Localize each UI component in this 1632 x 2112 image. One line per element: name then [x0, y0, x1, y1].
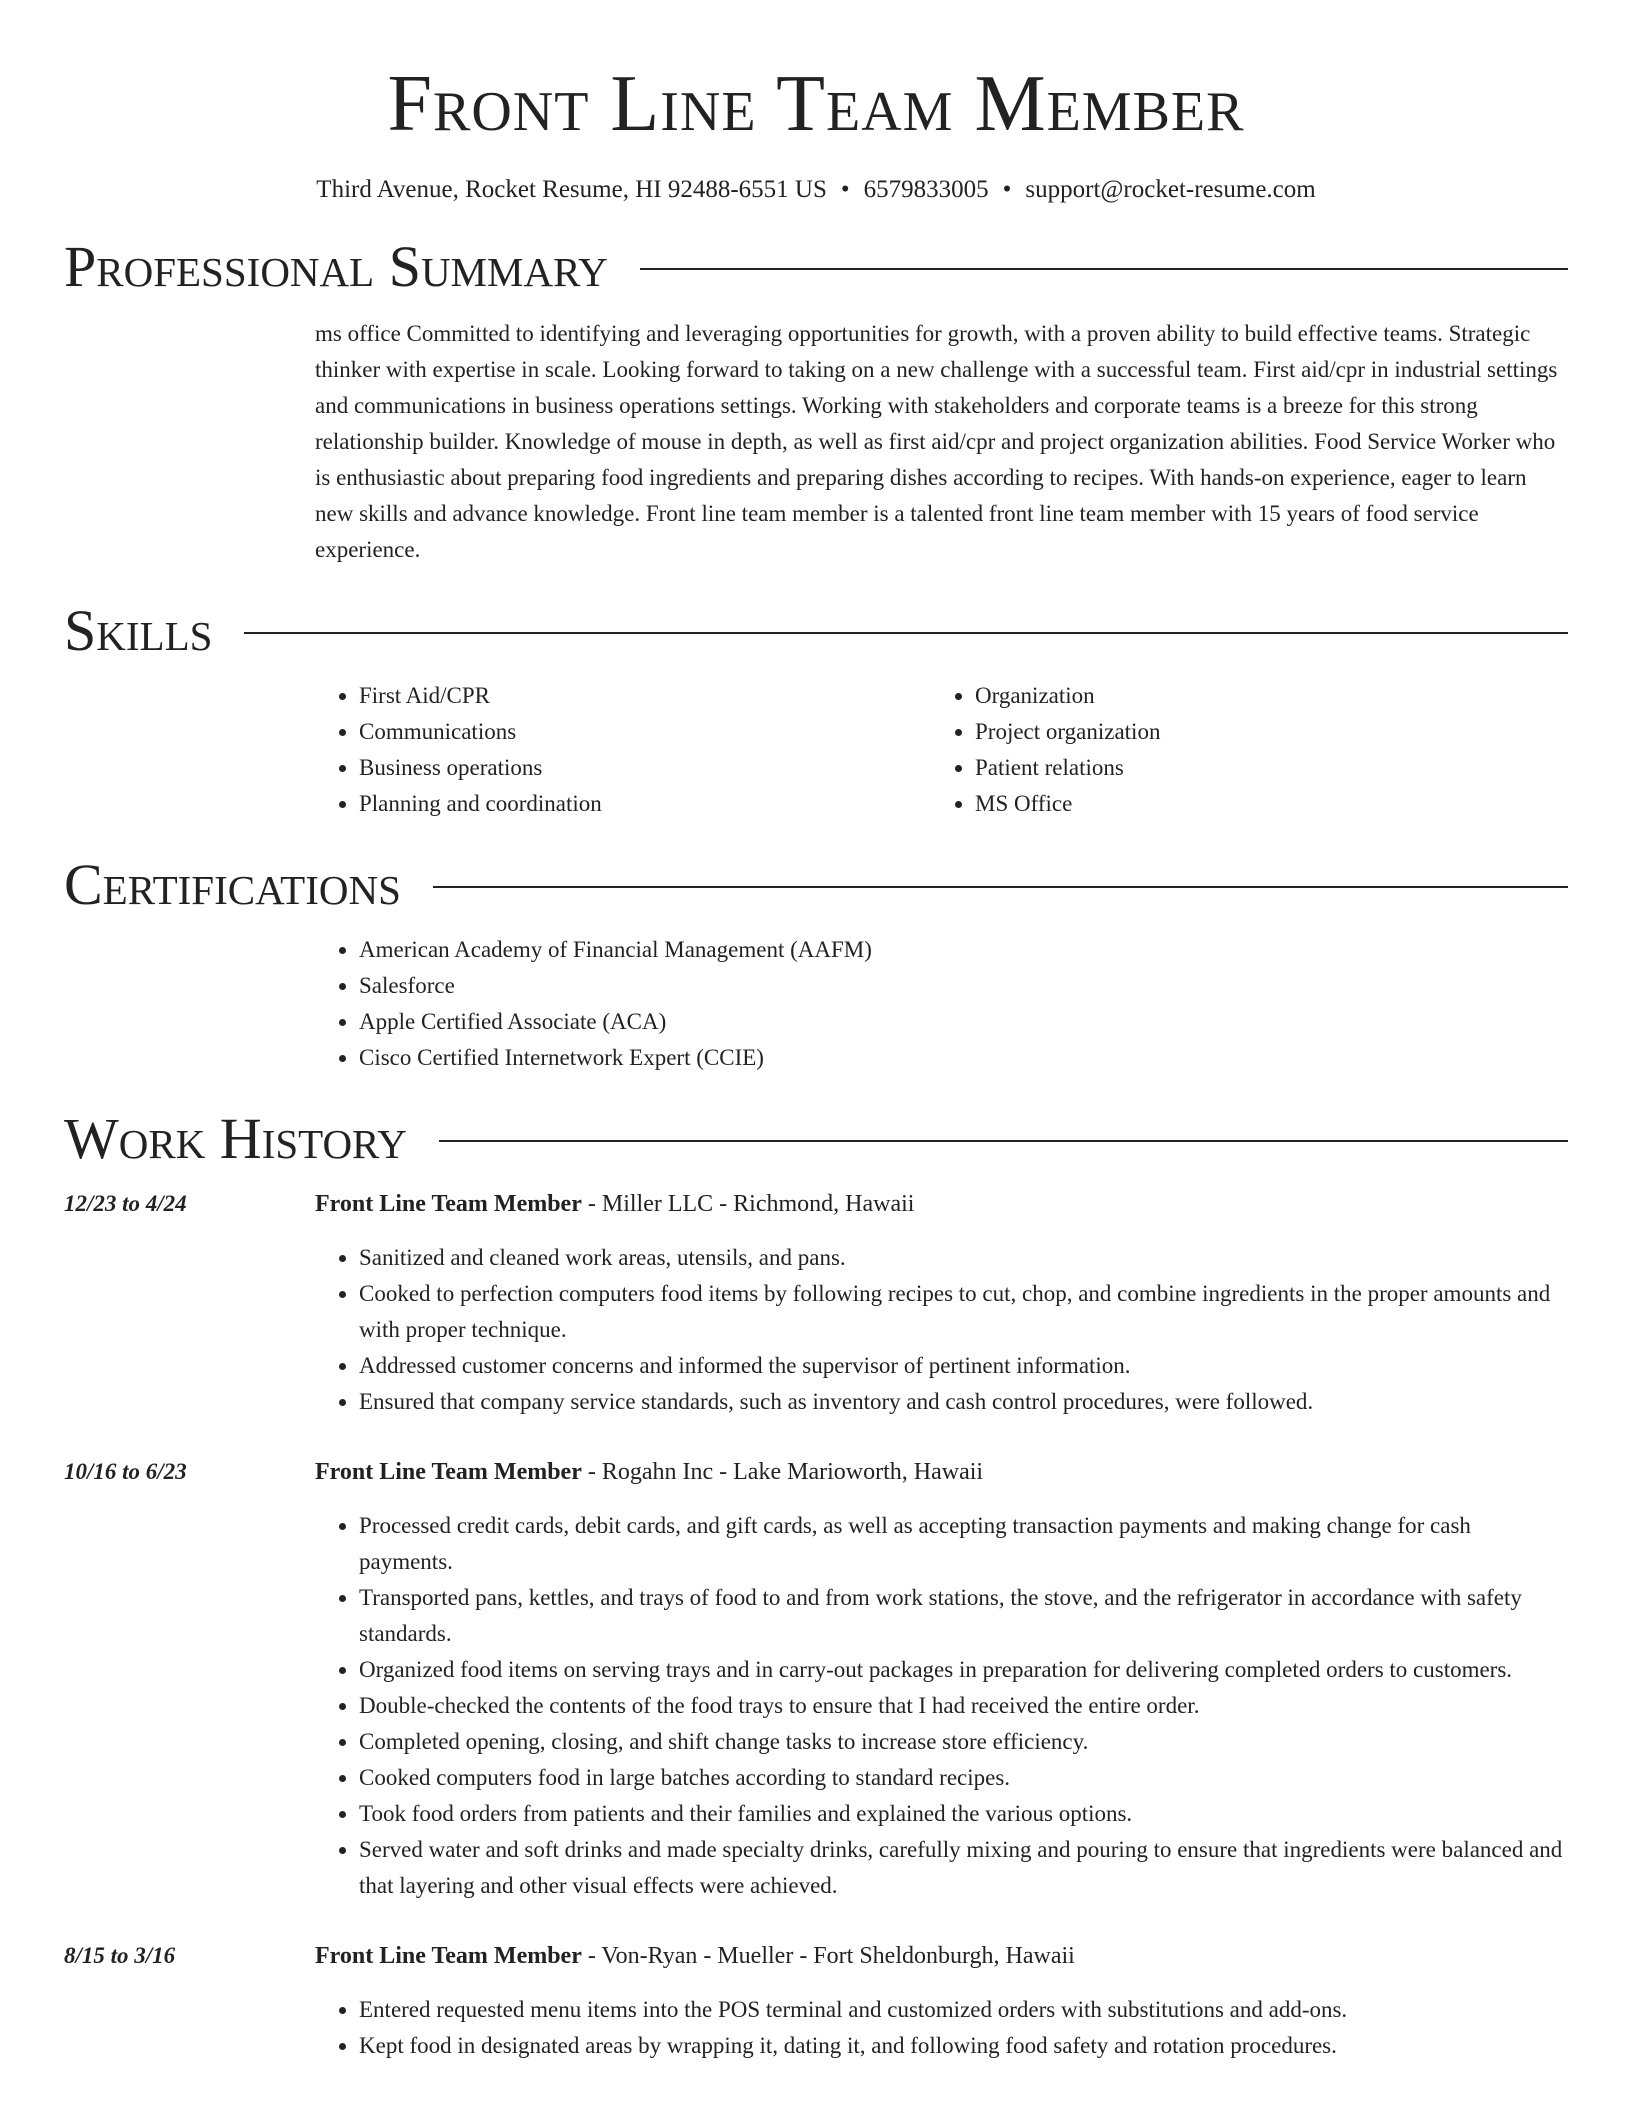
job-duties — [315, 1240, 1568, 1420]
job-duty-item: • Ensured that company service standards, such as inventory and cash control procedures, were followed. — [359, 1384, 1568, 1420]
job-title: Front Line Team Member — [315, 1459, 582, 1485]
contact-address: Third Avenue, Rocket Resume, HI 92488-6551 US — [316, 176, 827, 203]
job-duties — [315, 1992, 1568, 2064]
job-duty-item: • Processed credit cards, debit cards, and gift cards, as well as accepting transaction payments and making change for cash payments. — [359, 1508, 1568, 1580]
skill-item: • Business operations — [359, 750, 931, 786]
summary-section-header — [64, 234, 1568, 299]
job-heading — [315, 1186, 1568, 1222]
job-duty-item: • Entered requested menu items into the POS terminal and customized orders with substitutions and add-ons. — [359, 1992, 1568, 2028]
skill-item: • Patient relations — [975, 750, 1547, 786]
job-details — [315, 1938, 1568, 2064]
job-duty-item: • Completed opening, closing, and shift change tasks to increase store efficiency. — [359, 1724, 1568, 1760]
job-dates: 10/16 to 6/23 — [64, 1459, 187, 1484]
section-divider — [433, 886, 1568, 888]
certification-item: • American Academy of Financial Management (AAFM) — [359, 932, 1568, 968]
contact-separator: • — [840, 176, 850, 203]
job-details — [315, 1186, 1568, 1420]
job-duty-item: • Cooked computers food in large batches according to standard recipes. — [359, 1760, 1568, 1796]
job-entry — [64, 1186, 1568, 1420]
skills-column-left — [315, 678, 931, 822]
job-entry — [64, 1454, 1568, 1904]
job-duty-item: • Served water and soft drinks and made specialty drinks, carefully mixing and pouring to ensure that ingredients were balanced and that layering and other visual effects were achieved. — [359, 1832, 1568, 1904]
candidate-name: Front Line Team Member — [387, 60, 1245, 148]
contact-separator: • — [1002, 176, 1012, 203]
job-duty-item: • Kept food in designated areas by wrapping it, dating it, and following food safety and rotation procedures. — [359, 2028, 1568, 2064]
job-title: Front Line Team Member — [315, 1943, 582, 1969]
certifications-section-header — [64, 852, 1568, 917]
skill-item: • Project organization — [975, 714, 1547, 750]
job-duty-item: • Took food orders from patients and their families and explained the various options. — [359, 1796, 1568, 1832]
job-company: - Miller LLC - Richmond, Hawaii — [581, 1191, 915, 1217]
certifications-list — [315, 932, 1568, 1076]
job-duties — [315, 1508, 1568, 1904]
job-dates: 12/23 to 4/24 — [64, 1191, 187, 1216]
work-history-heading: Work History — [64, 1106, 407, 1171]
summary-heading: Professional Summary — [64, 234, 608, 299]
section-divider — [244, 632, 1568, 634]
contact-email: support@rocket-resume.com — [1025, 176, 1316, 203]
job-duty-item: • Organized food items on serving trays and in carry-out packages in preparation for delivering completed orders to customers. — [359, 1652, 1568, 1688]
job-details — [315, 1454, 1568, 1904]
contact-line — [64, 176, 1568, 204]
summary-text: ms office Committed to identifying and leveraging opportunities for growth, with a proven ability to build effective teams. Strategic thinker with expertise in scale. Looking forward to taking on a new challenge with a successful team. First aid/cpr in industrial settings and communications in business operations settings. Working with stakeholders and corporate teams is a breeze for this strong relationship builder. Knowledge of mouse in depth, as well as first aid/cpr and project organization abilities. Food Service Worker who is enthusiastic about preparing food ingredients and preparing dishes according to recipes. With hands-on experience, eager to learn new skills and advance knowledge. Front line team member is a talented front line team member with 15 years of food service experience. — [315, 321, 1558, 562]
section-divider — [640, 268, 1568, 270]
job-duty-item: • Double-checked the contents of the food trays to ensure that I had received the entire order. — [359, 1688, 1568, 1724]
skill-item: • Communications — [359, 714, 931, 750]
skills-heading: Skills — [64, 598, 213, 663]
job-company: - Rogahn Inc - Lake Marioworth, Hawaii — [581, 1459, 984, 1485]
certifications-heading: Certifications — [64, 852, 401, 917]
contact-phone: 6579833005 — [863, 176, 989, 203]
work-history-section-header — [64, 1106, 1568, 1171]
job-duty-item: • Cooked to perfection computers food items by following recipes to cut, chop, and combine ingredients in the proper amounts and with proper technique. — [359, 1276, 1568, 1348]
certification-item: • Salesforce — [359, 968, 1568, 1004]
certification-item: • Apple Certified Associate (ACA) — [359, 1004, 1568, 1040]
skill-item: • Planning and coordination — [359, 786, 931, 822]
job-heading — [315, 1938, 1568, 1974]
skill-item: • MS Office — [975, 786, 1547, 822]
job-company: - Von-Ryan - Mueller - Fort Sheldonburgh, Hawaii — [581, 1943, 1075, 1969]
skills-column-right — [931, 678, 1547, 822]
skill-item: • Organization — [975, 678, 1547, 714]
certification-item: • Cisco Certified Internetwork Expert (CCIE) — [359, 1040, 1568, 1076]
job-duty-item: • Addressed customer concerns and informed the supervisor of pertinent information. — [359, 1348, 1568, 1384]
job-duty-item: • Transported pans, kettles, and trays of food to and from work stations, the stove, and the refrigerator in accordance with safety standards. — [359, 1580, 1568, 1652]
skill-item: • First Aid/CPR — [359, 678, 931, 714]
job-dates: 8/15 to 3/16 — [64, 1943, 176, 1968]
skills-section-header — [64, 598, 1568, 663]
skills-list — [315, 678, 1568, 822]
job-title: Front Line Team Member — [315, 1191, 582, 1217]
job-heading — [315, 1454, 1568, 1490]
job-entry — [64, 1938, 1568, 2064]
section-divider — [439, 1140, 1568, 1142]
job-duty-item: • Sanitized and cleaned work areas, utensils, and pans. — [359, 1240, 1568, 1276]
